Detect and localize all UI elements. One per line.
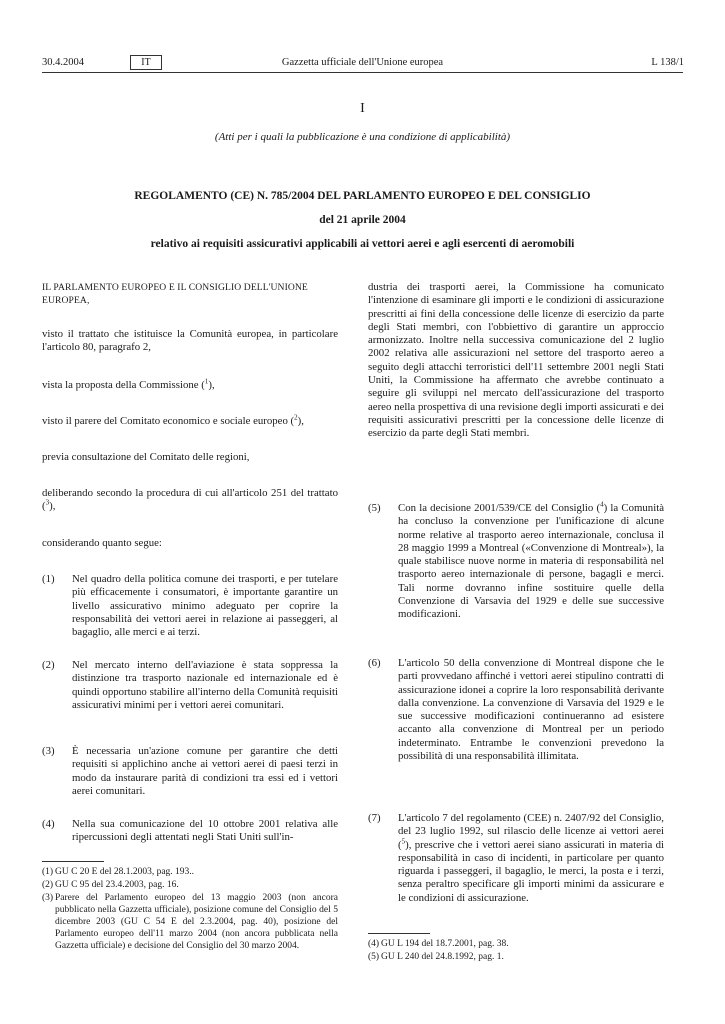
recital-text: Nella sua comunicazione del 10 ottobre 2001 relativa alle ripercussioni degli attentati negli Stati Uniti sull'in- [72, 818, 338, 844]
recital-text: L'articolo 7 del regolamento (CEE) n. 2407/92 del Consiglio, del 23 luglio 1992, sul rilascio delle licenze ai vettori aerei ($^5$), prescrive che i vettori aerei siano assicurati in materia di responsabilità in caso di incidenti, in particolare per quanto riguarda i passeggeri, il bagaglio, le merci, la posta e i terzi, senza peraltro specificare gli importi minimi da assicurare e le condizioni di assicurazione. [398, 812, 664, 904]
footnote-5: (5) GU L 240 del 24.8.1992, pag. 1. [368, 952, 504, 962]
language-badge: IT [130, 55, 162, 70]
footnote-1: (1) GU C 20 E del 28.1.2003, pag. 193.. [42, 867, 195, 877]
recital-text: L'articolo 50 della convenzione di Montreal dispone che le parti provvedano affinché i vettori aerei stipulino contratti di assicurazione idonei a coprire la loro responsabilità derivante dalla convenzione. La convenzione di Varsavia del 1929 e le sue successive modificazioni continueranno ad esistere accanto alla convenzione di Montreal per un periodo indeterminato. Entrambe le convenzioni prevedono la possibilità di una responsabilità illimitata. [398, 657, 664, 763]
section-note: (Atti per i quali la pubblicazione è una condizione di applicabilità) [214, 131, 511, 143]
footnote-rule [368, 933, 430, 934]
preamble-consultation: previa consultazione del Comitato delle regioni, [42, 451, 250, 463]
journal-title: Gazzetta ufficiale dell'Unione europea [281, 57, 444, 68]
header-rule [42, 72, 683, 73]
preamble-opinion: visto il parere del Comitato economico e sociale europeo ($^2$), [42, 413, 304, 427]
recital-4-continued: dustria dei trasporti aerei, la Commissione ha comunicato l'intenzione di esaminare gli importi e le condizioni di assicurazione prescritti ai fini della concessione delle licenze di esercizio da parte degli Stati membri, con l'obbiettivo di garantire un approccio armonizzato. Inoltre nella successiva comunicazione del 2 luglio 2002 relativa alle assicurazioni nel settore del trasporto aereo a seguito degli attacchi terroristici dell'11 settembre 2001 negli Stati Uniti, la Commissione ha affermato che avrebbe continuato a seguire gli sviluppi nel mercato dell'assicurazione del trasporto aereo nella prospettiva di una revisione degli importi assicurati e dei requisiti assicurativi prescritti per la concessione delle licenze di esercizio da parte degli Stati membri. [368, 281, 664, 440]
issue-number: L 138/1 [651, 57, 684, 68]
regulation-date: del 21 aprile 2004 [319, 214, 406, 226]
regulation-subject: relativo ai requisiti assicurativi applicabili ai vettori aerei e agli esercenti di aeromobili [150, 238, 575, 250]
recital-text: Nel mercato interno dell'aviazione è stata soppressa la distinzione tra trasporto nazionale ed internazionale ed è quindi opportuno stabilire all'interno della Comunità requisiti assicurativi minimi per i vettori aerei comunitari. [72, 659, 338, 711]
header-date: 30.4.2004 [42, 57, 84, 68]
recital-text: Con la decisione 2001/539/CE del Consiglio ($^4$) la Comunità ha concluso la convenzione per l'unificazione di alcune norme relative al trasporto aereo internazionale, conclusa il 28 maggio 1999 a Montreal («Convenzione di Montreal»), la quale stabilisce nuove norme in materia di responsabilità nel trasporto aereo internazionale di persone, bagagli e merci. Tali norme dovranno infine sostituire quelle della Convenzione di Varsavia del 1929 e delle sue successive modificazioni. [398, 500, 664, 621]
recital-text: Nel quadro della politica comune dei trasporti, e per tutelare più efficacemente i consumatori, è importante garantire un livello assicurativo minimo adeguato per coprire la responsabilità dei vettori aerei in relazione ai passeggeri, al bagaglio, alle merci e ai terzi. [72, 573, 338, 639]
preamble-authors: IL PARLAMENTO EUROPEO E IL CONSIGLIO DELL'UNIONE EUROPEA, [42, 282, 308, 307]
preamble-whereas: considerando quanto segue: [42, 537, 162, 549]
regulation-title: REGOLAMENTO (CE) N. 785/2004 DEL PARLAMENTO EUROPEO E DEL CONSIGLIO [134, 190, 591, 202]
footnote-4: (4) GU L 194 del 18.7.2001, pag. 38. [368, 939, 509, 949]
section-numeral: I [360, 101, 365, 116]
preamble-procedure: deliberando secondo la procedura di cui all'articolo 251 del trattato ($^3$), [42, 487, 338, 513]
preamble-treaty: visto il trattato che istituisce la Comunità europea, in particolare l'articolo 80, paragrafo 2, [42, 328, 338, 354]
footnote-2: (2) GU C 95 del 23.4.2003, pag. 16. [42, 880, 179, 890]
preamble-proposal: vista la proposta della Commissione ($^1$), [42, 377, 215, 391]
footnote-3: (3) Parere del Parlamento europeo del 13 maggio 2003 (non ancora pubblicato nella Gazzetta ufficiale), posizione comune del Consiglio del 5 dicembre 2003 (GU C 54 E del 2.3.2004, pag. 40), posizione del Parlamento europeo dell'11 marzo 2004 (non ancora pubblicata nella Gazzetta ufficiale) e decisione del Consiglio del 30 marzo 2004. [42, 893, 338, 951]
footnote-rule [42, 861, 104, 862]
recital-text: È necessaria un'azione comune per garantire che detti requisiti si applichino anche ai vettori aerei di paesi terzi in modo da instaurare parità di condizioni tra essi ed i vettori aerei comunitari. [72, 745, 338, 797]
